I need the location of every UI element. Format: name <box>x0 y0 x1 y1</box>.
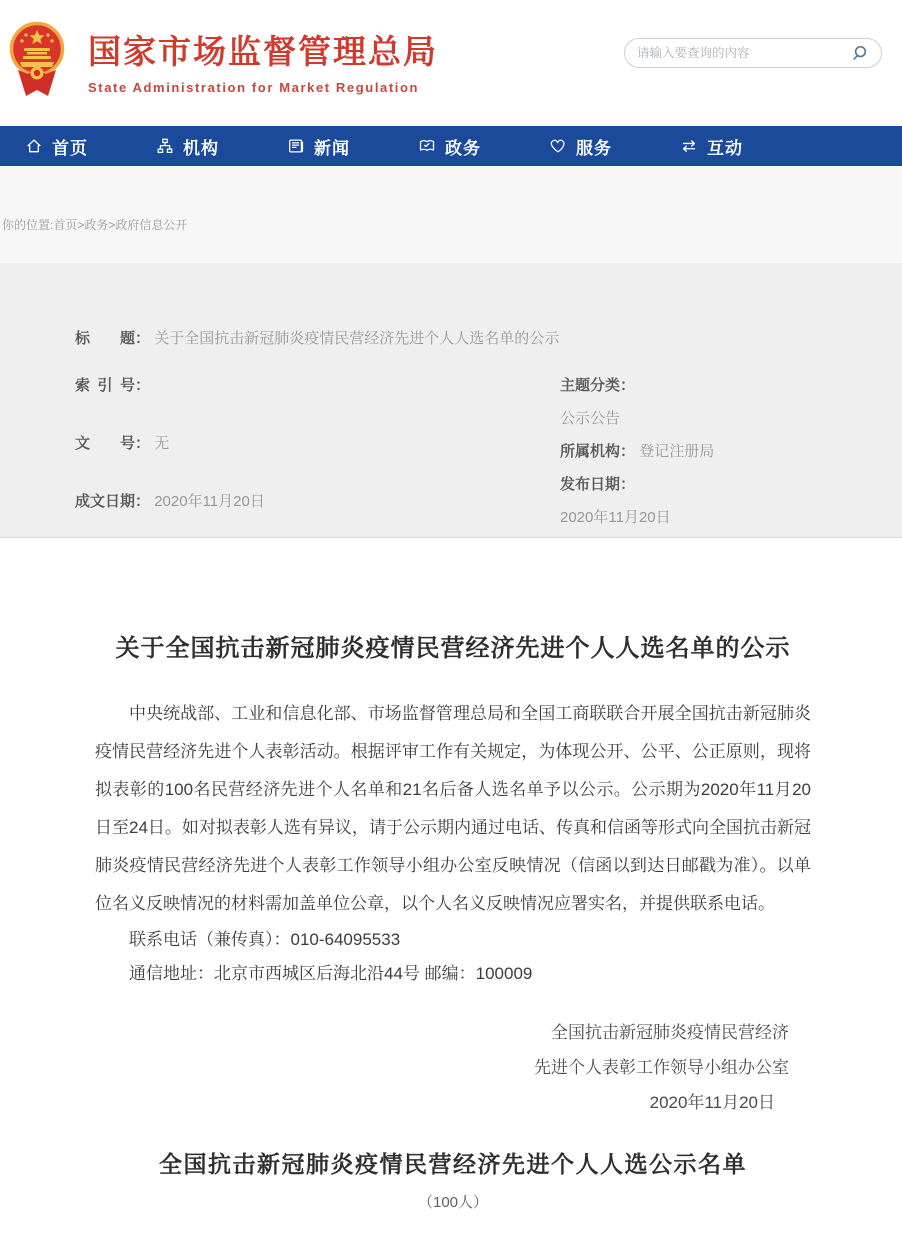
search-icon[interactable] <box>851 44 869 62</box>
nav-item-label: 首页 <box>52 138 88 158</box>
search-input[interactable] <box>637 46 851 60</box>
meta-topic-label: 主题分类： <box>560 377 636 394</box>
meta-docno-value: 无 <box>154 435 170 452</box>
site-search[interactable] <box>624 38 882 68</box>
site-title: 国家市场监督管理总局 <box>88 33 438 70</box>
gov-book-icon <box>418 137 436 155</box>
meta-date-pub-label: 发布日期： <box>560 476 636 493</box>
nav-item-label: 互动 <box>707 138 743 158</box>
nav-item-label: 政务 <box>445 138 481 158</box>
nav-item-news[interactable] <box>287 134 418 159</box>
meta-agency-value: 登记注册局 <box>639 443 715 460</box>
article-title: 关于全国抗击新冠肺炎疫情民营经济先进个人人选名单的公示 <box>115 635 791 662</box>
heart-icon <box>549 137 567 155</box>
meta-column-left <box>75 374 560 548</box>
meta-topic-value: 公示公告 <box>560 410 621 427</box>
document-meta-panel <box>0 263 902 538</box>
signature-block <box>95 1015 811 1120</box>
nav-item-label: 机构 <box>183 138 219 158</box>
meta-row-date-written <box>75 490 560 511</box>
home-icon <box>25 137 43 155</box>
signature-line1: 全国抗击新冠肺炎疫情民营经济 <box>551 1023 789 1042</box>
meta-row-docno <box>75 432 560 453</box>
site-subtitle: State Administration for Market Regulation <box>88 80 420 95</box>
nav-item-interact[interactable] <box>680 134 811 159</box>
org-icon <box>156 137 174 155</box>
meta-row-topic <box>560 374 862 395</box>
nav-item-label: 服务 <box>576 138 612 158</box>
breadcrumb-band <box>0 166 902 263</box>
list-title: 全国抗击新冠肺炎疫情民营经济先进个人人选公示名单 <box>159 1151 747 1177</box>
meta-agency-label: 所属机构： <box>560 443 636 460</box>
breadcrumb[interactable]: 你的位置:首页>政务>政府信息公开 <box>2 218 188 232</box>
meta-row-title <box>75 327 862 348</box>
meta-date-written-value: 2020年11月20日 <box>154 493 265 510</box>
meta-date-written-label: 成文日期： <box>75 493 151 510</box>
article-paragraph: 中央统战部、工业和信息化部、市场监督管理总局和全国工商联联合开展全国抗击新冠肺炎疫情民营经济先进个人表彰活动。根据评审工作有关规定，为体现公开、公平、公正原则，现将拟表彰的100名民营经济先进个人名单和21名后备人选名单予以公示。公示期为2020年11月20日至24日。如对拟表彰人选有异议，请于公示期内通过电话、传真和信函等形式向全国抗击新冠肺炎疫情民营经济先进个人表彰工作领导小组办公室反映情况（信函以到达日邮戳为准）。以单位名义反映情况的材料需加盖单位公章，以个人名义反映情况应署实名，并提供联系电话。 <box>95 704 811 913</box>
meta-title-value: 关于全国抗击新冠肺炎疫情民营经济先进个人人选名单的公示 <box>154 330 560 347</box>
nav-item-gov[interactable] <box>418 134 549 159</box>
signature-line2: 先进个人表彰工作领导小组办公室 <box>534 1058 789 1077</box>
swap-arrows-icon <box>680 137 698 155</box>
article-body <box>0 538 902 1236</box>
site-brand <box>88 26 438 95</box>
meta-row-index <box>75 374 560 395</box>
list-subtitle: （100人） <box>417 1194 489 1211</box>
news-icon <box>287 137 305 155</box>
nav-item-org[interactable] <box>156 134 287 159</box>
meta-row-date-pub <box>560 473 862 494</box>
meta-date-pub-value: 2020年11月20日 <box>560 509 671 526</box>
contact-phone: 联系电话（兼传真）：010-64095533 <box>129 930 401 949</box>
nav-item-home[interactable] <box>25 134 156 159</box>
meta-title-label: 标 题： <box>75 330 151 347</box>
china-national-emblem-icon <box>8 18 66 106</box>
contact-address: 通信地址：北京市西城区后海北沿44号 邮编：100009 <box>129 964 533 983</box>
meta-column-right <box>560 374 862 548</box>
meta-row-agency <box>560 440 862 461</box>
nav-item-label: 新闻 <box>314 138 350 158</box>
main-nav <box>0 126 902 166</box>
site-header <box>0 0 902 126</box>
signature-date: 2020年11月20日 <box>649 1093 775 1112</box>
meta-docno-label: 文 号： <box>75 435 151 452</box>
meta-index-label: 索 引 号： <box>75 377 151 394</box>
nav-item-service[interactable] <box>549 134 680 159</box>
